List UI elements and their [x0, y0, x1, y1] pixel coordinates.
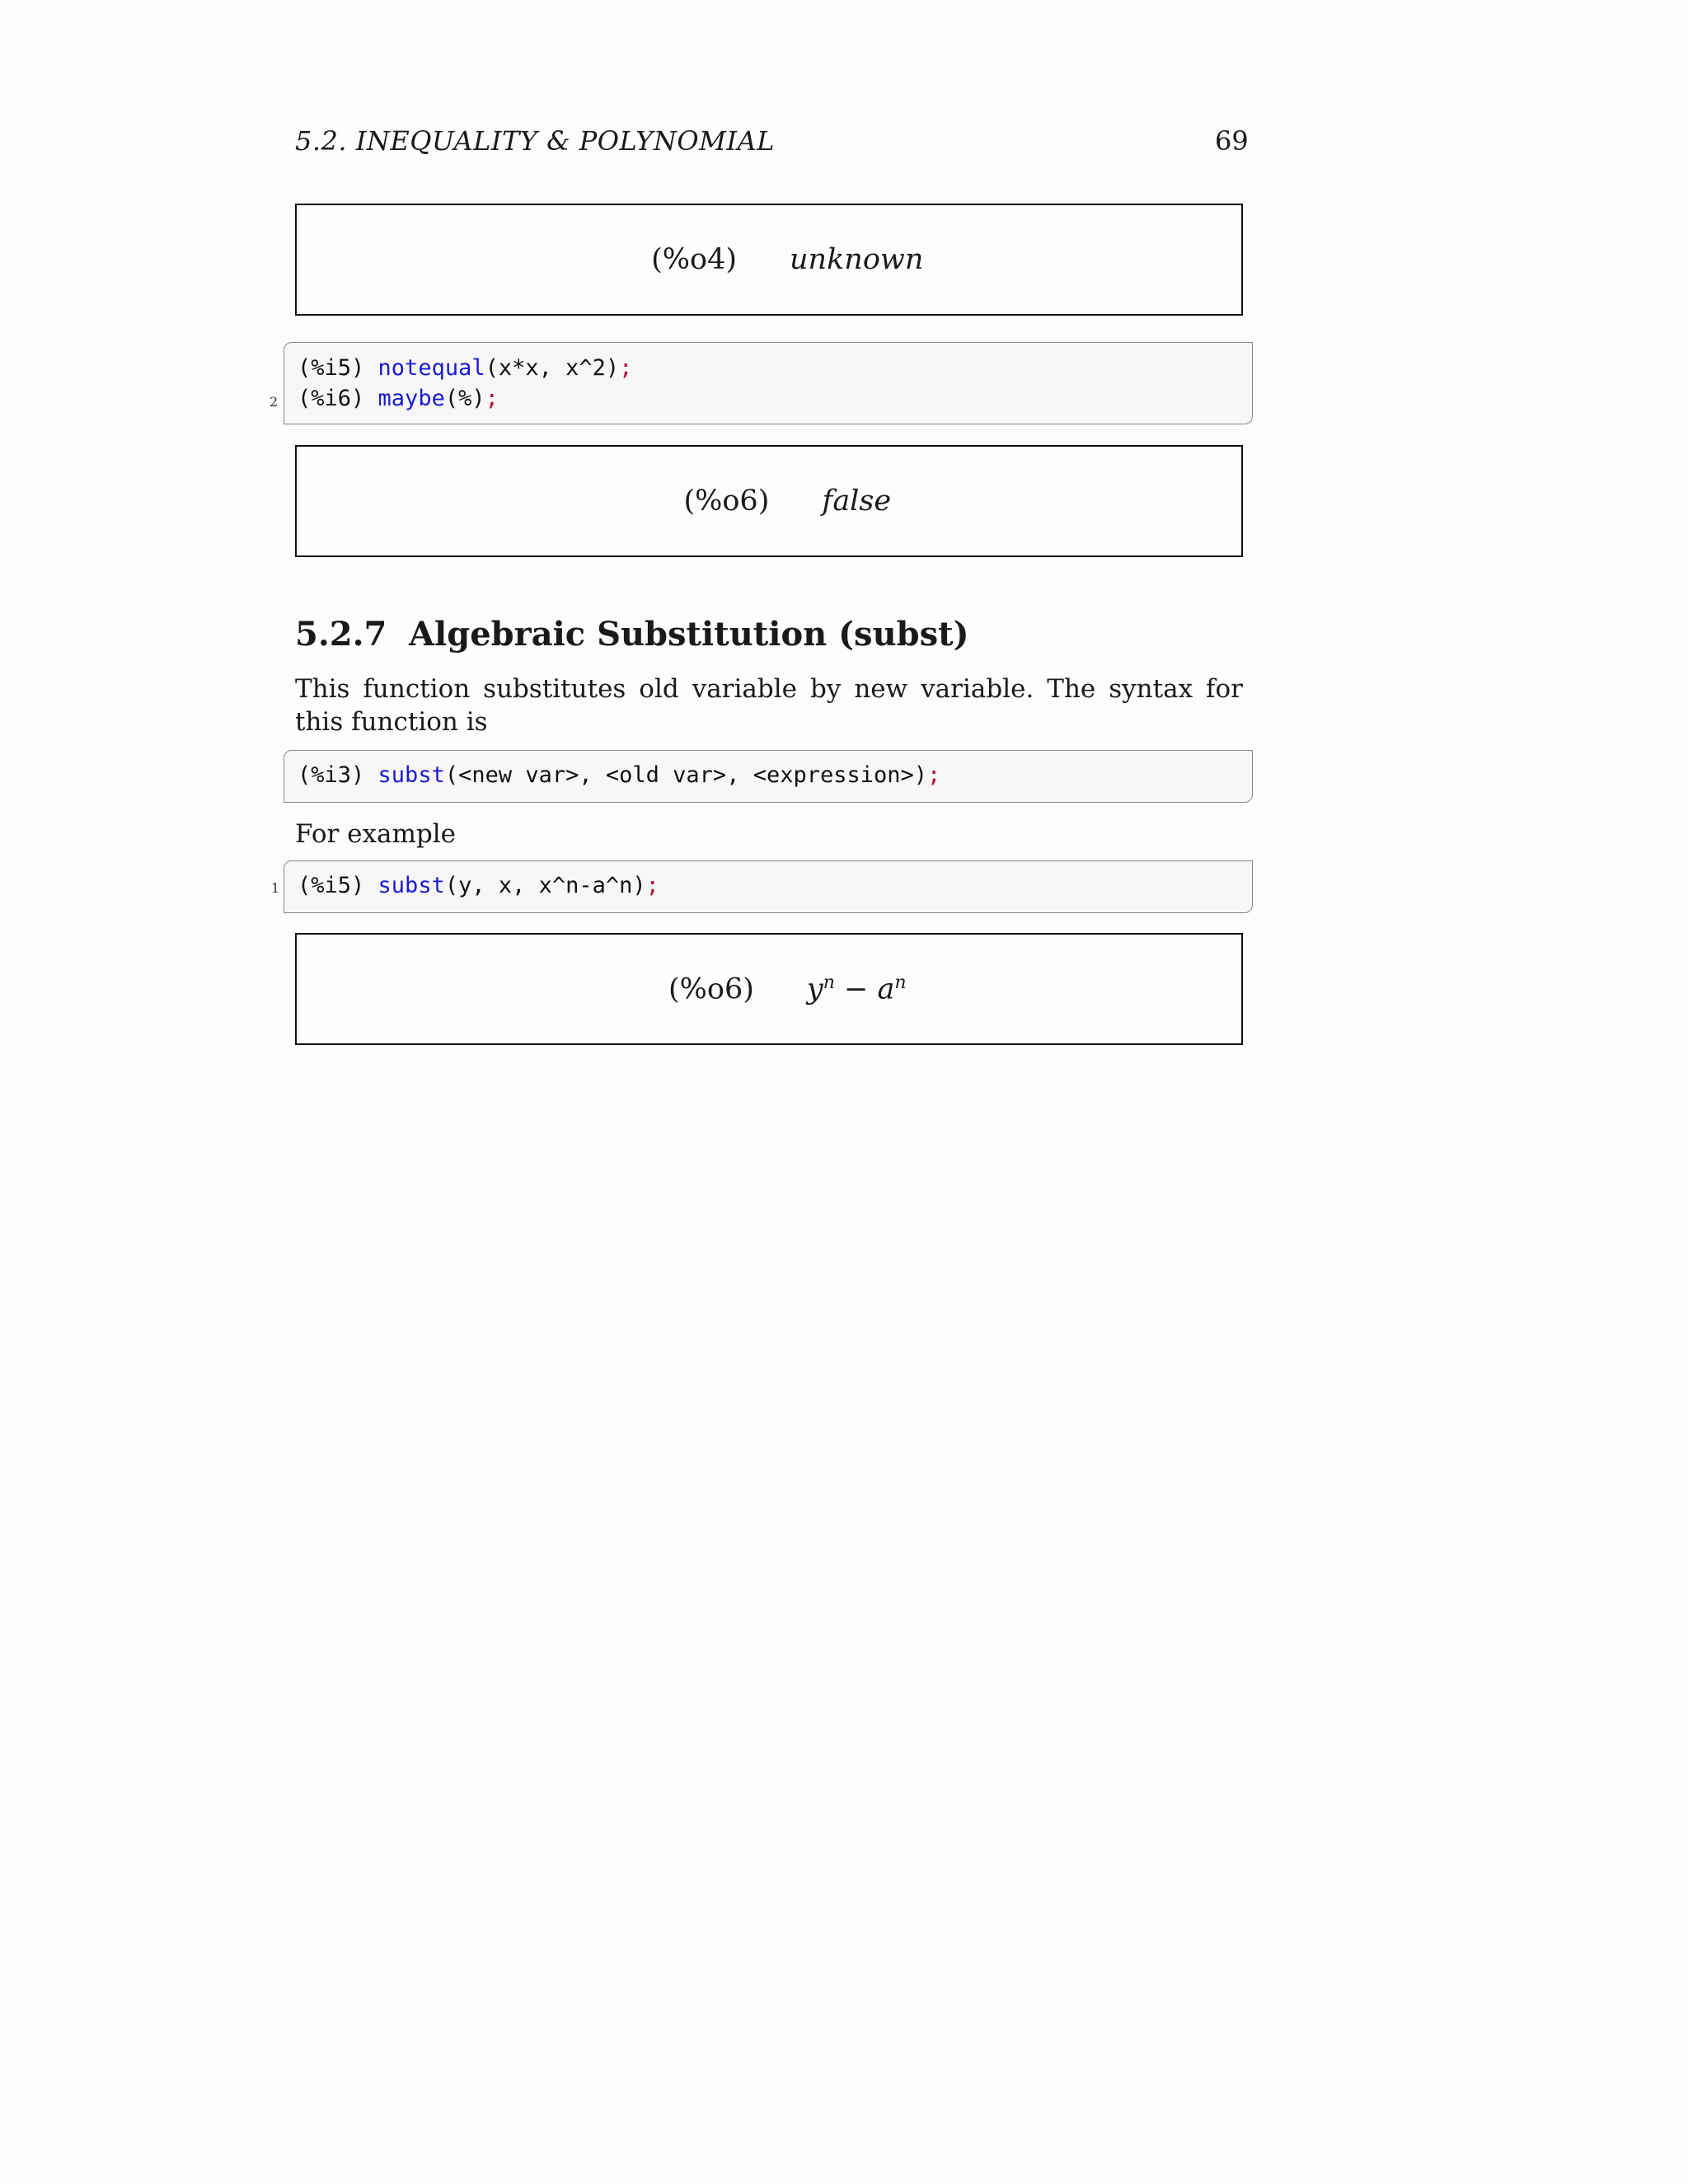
code-prompt: (%i5): [298, 873, 378, 898]
code-args: (%): [444, 386, 485, 411]
code-prompt: (%i3): [298, 762, 378, 788]
output-label: (%o6): [668, 972, 754, 1006]
code-function: subst: [377, 762, 445, 788]
output-value: unknown: [790, 243, 924, 276]
code-args: (x*x, x^2): [485, 355, 620, 381]
code-function: maybe: [377, 386, 445, 411]
math-exponent: n: [823, 972, 835, 993]
code-line: [298, 873, 659, 898]
line-number: 2: [270, 394, 279, 410]
output-label: (%o6): [683, 485, 770, 518]
page-number: 69: [1215, 125, 1249, 157]
body-text: For example: [295, 819, 456, 849]
code-semicolon: ;: [645, 873, 659, 898]
body-paragraph: This function substitutes old variable by new variable. The syntax for this function is: [295, 674, 1243, 737]
output-label: (%o4): [651, 243, 737, 276]
output-box: [295, 933, 1243, 1045]
code-listing: [284, 750, 1253, 803]
math-base: y: [806, 972, 823, 1006]
line-number: 1: [271, 880, 280, 896]
code-args: (<new var>, <old var>, <expression>): [444, 762, 928, 788]
section-number: 5.2.7: [295, 615, 387, 654]
code-function: notequal: [377, 355, 485, 381]
math-operator: −: [834, 972, 878, 1006]
running-header-title: 5.2. INEQUALITY & POLYNOMIAL: [295, 125, 775, 157]
output-box: [295, 445, 1243, 557]
math-base: a: [877, 972, 895, 1006]
code-listing: [284, 860, 1253, 913]
code-args: (y, x, x^n-a^n): [444, 873, 646, 898]
section-title: Algebraic Substitution (subst): [409, 615, 969, 654]
code-semicolon: ;: [619, 355, 633, 381]
code-semicolon: ;: [927, 762, 941, 788]
code-listing: [284, 342, 1253, 424]
code-prompt: (%i6): [298, 386, 378, 411]
code-line: [298, 386, 499, 411]
output-box: [295, 204, 1243, 316]
code-semicolon: ;: [485, 386, 499, 411]
code-line: [298, 762, 940, 788]
code-function: subst: [377, 873, 445, 898]
section-heading: [295, 615, 969, 654]
output-value: false: [822, 485, 892, 518]
output-expression: [807, 972, 907, 1005]
code-line: [298, 355, 632, 381]
code-prompt: (%i5): [298, 355, 378, 381]
math-exponent: n: [894, 972, 907, 993]
